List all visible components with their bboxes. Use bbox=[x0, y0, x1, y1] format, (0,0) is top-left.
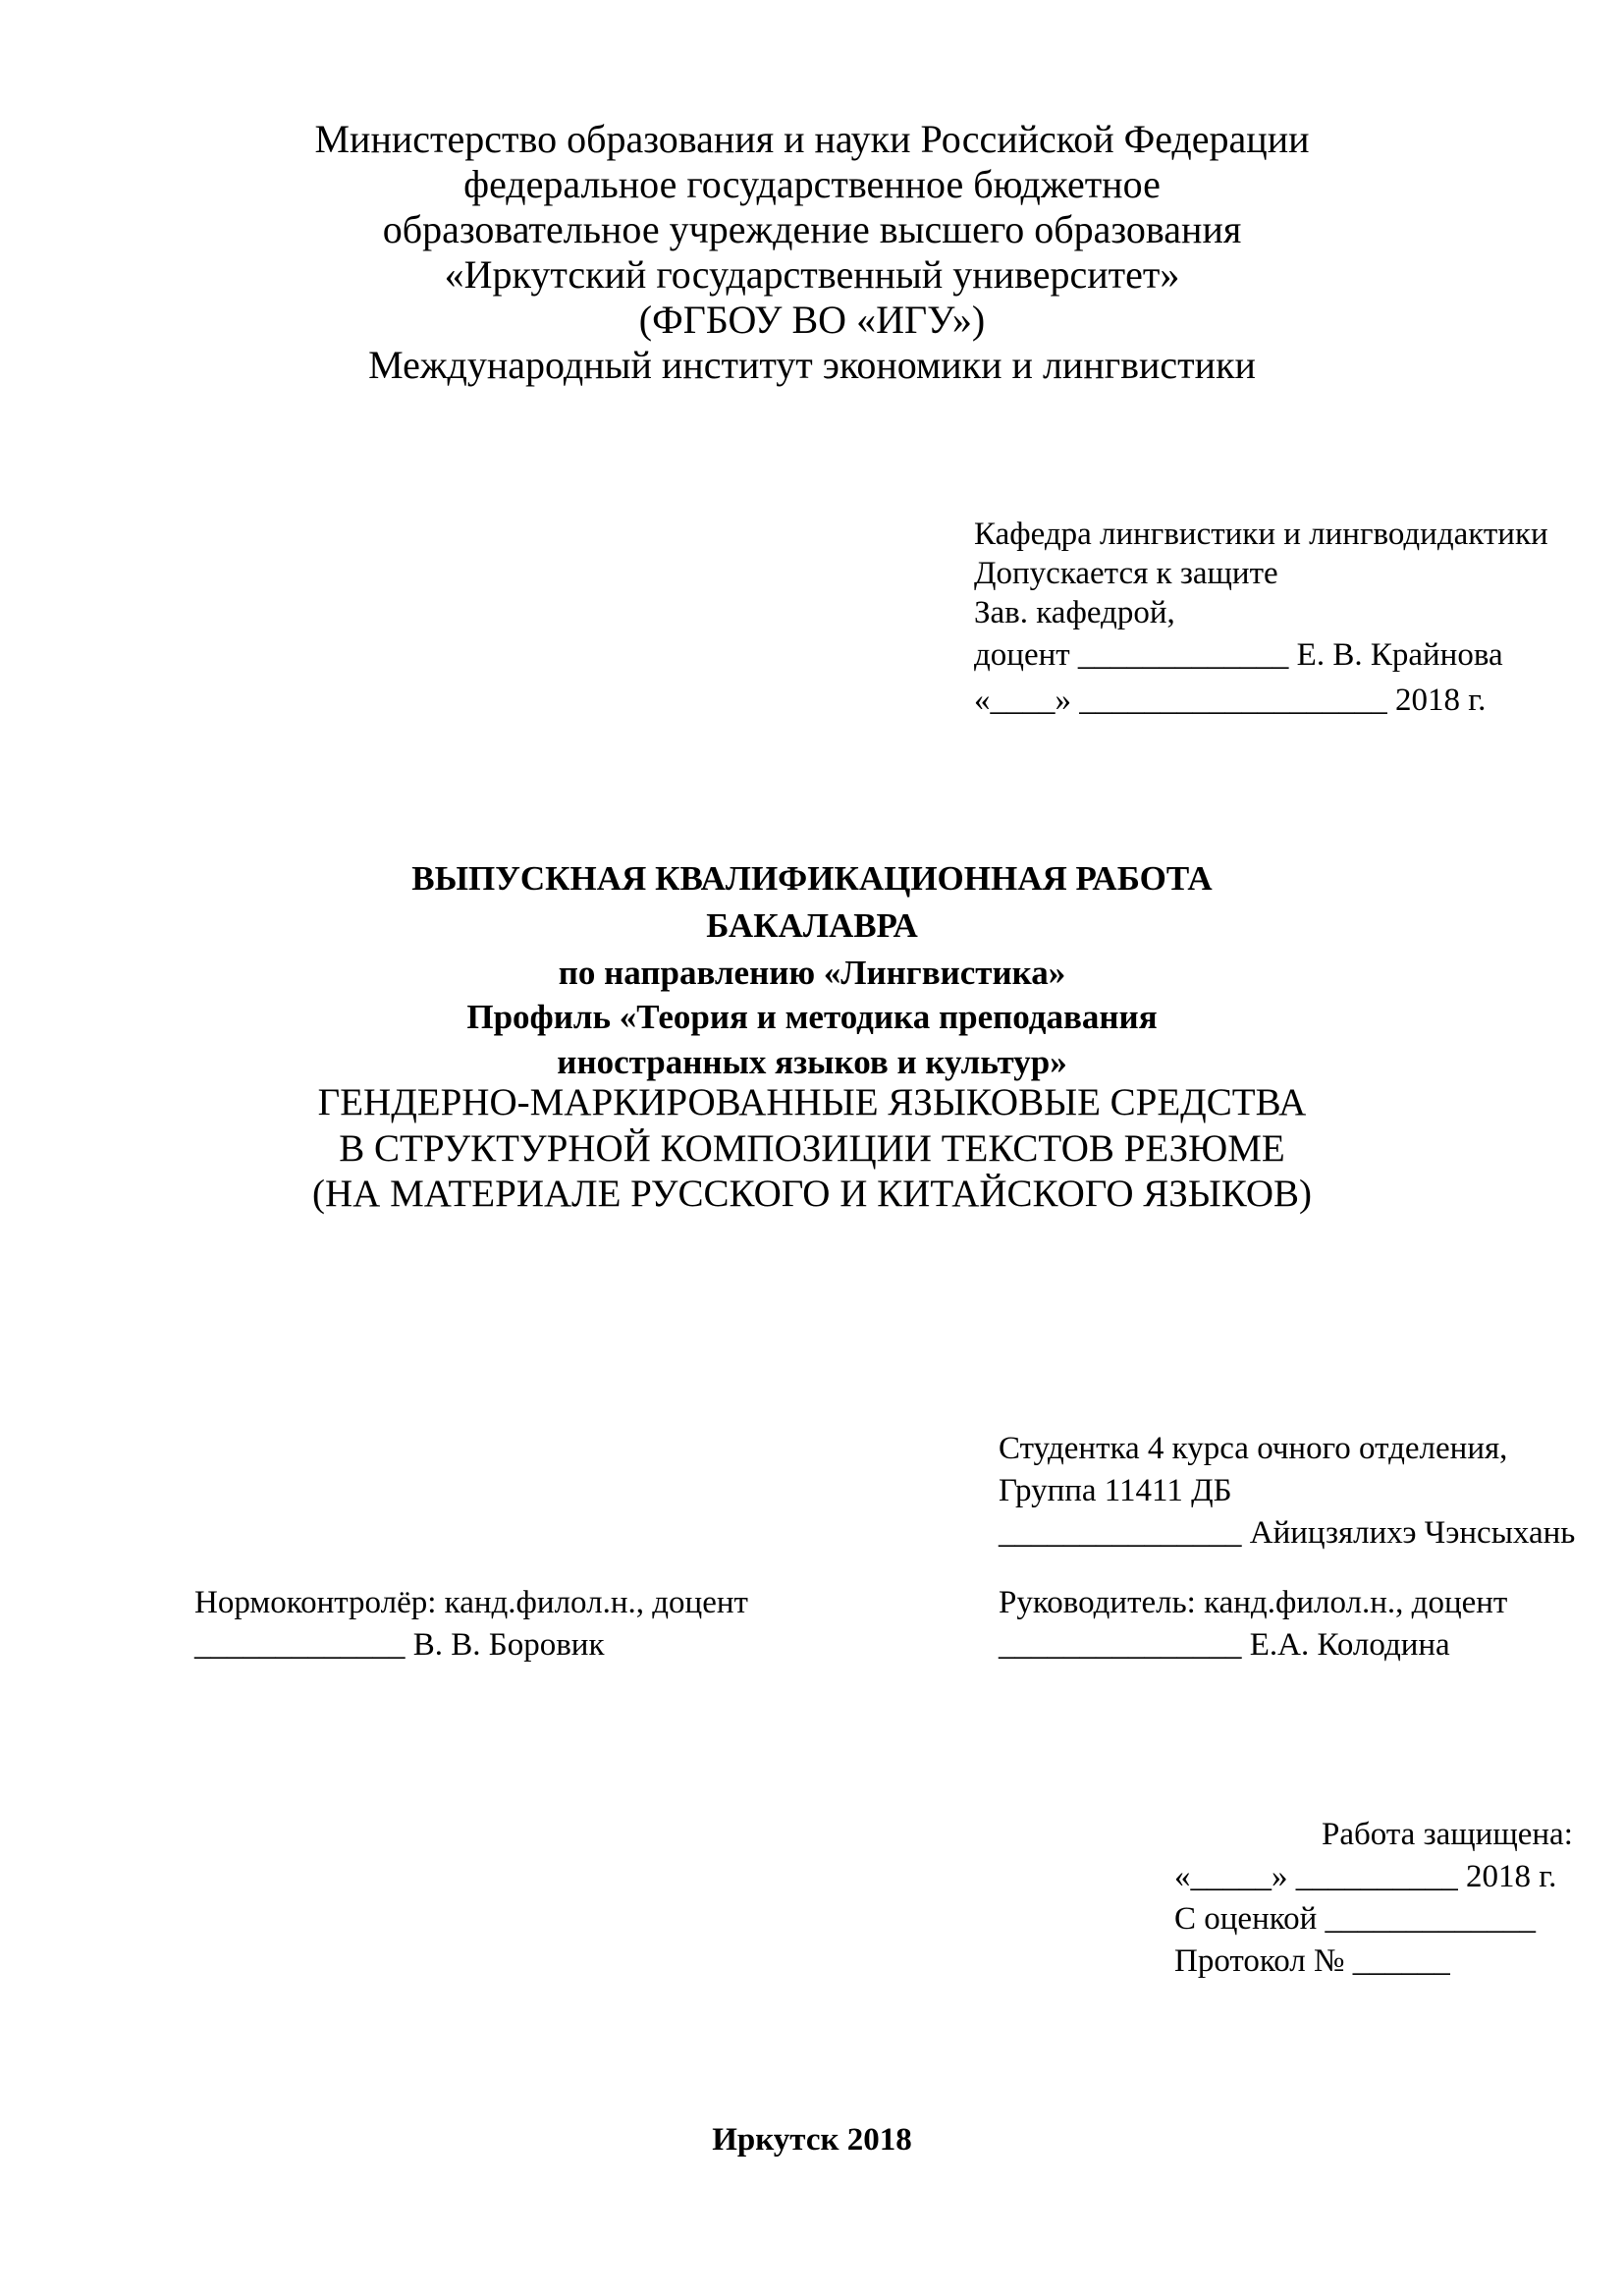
head-signature-line: доцент _____________ Е. В. Крайнова bbox=[974, 637, 1503, 673]
header-fgbu: федеральное государственное бюджетное bbox=[463, 162, 1161, 206]
normcontroller-title: Нормоконтролёр: канд.филол.н., доцент bbox=[194, 1585, 748, 1620]
city-year: Иркутск 2018 bbox=[712, 2122, 912, 2158]
normcontroller-signature-line: _____________ В. В. Боровик bbox=[194, 1627, 605, 1663]
supervisor-signature-line: _______________ Е.А. Колодина bbox=[999, 1627, 1450, 1663]
thesis-topic-line2: В СТРУКТУРНОЙ КОМПОЗИЦИИ ТЕКСТОВ РЕЗЮМЕ bbox=[339, 1127, 1285, 1170]
defense-status: Работа защищена: bbox=[1322, 1817, 1573, 1852]
supervisor-title: Руководитель: канд.филол.н., доцент bbox=[999, 1585, 1508, 1620]
thesis-topic-line1: ГЕНДЕРНО-МАРКИРОВАННЫЕ ЯЗЫКОВЫЕ СРЕДСТВА bbox=[317, 1081, 1307, 1123]
thesis-profile-line1: Профиль «Теория и методика преподавания bbox=[466, 998, 1158, 1036]
defense-date-line: «_____» __________ 2018 г. bbox=[1174, 1859, 1557, 1894]
approval-date-line: «____» ___________________ 2018 г. bbox=[974, 683, 1487, 718]
header-abbreviation: (ФГБОУ ВО «ИГУ») bbox=[638, 298, 986, 342]
defense-grade-line: С оценкой _____________ bbox=[1174, 1901, 1536, 1937]
thesis-topic-line3: (НА МАТЕРИАЛЕ РУССКОГО И КИТАЙСКОГО ЯЗЫКОВ) bbox=[312, 1173, 1312, 1215]
head-title: Зав. кафедрой, bbox=[974, 595, 1175, 630]
student-group: Группа 11411 ДБ bbox=[999, 1473, 1232, 1508]
thesis-profile-line2: иностранных языков и культур» bbox=[557, 1043, 1067, 1081]
defense-protocol-line: Протокол № ______ bbox=[1174, 1943, 1450, 1979]
header-university: «Иркутский государственный университет» bbox=[444, 252, 1180, 297]
thesis-type: ВЫПУСКНАЯ КВАЛИФИКАЦИОННАЯ РАБОТА bbox=[411, 859, 1213, 898]
department-name: Кафедра лингвистики и лингводидактики bbox=[974, 517, 1548, 552]
header-institute: Международный институт экономики и лингвистики bbox=[368, 343, 1256, 387]
admission-label: Допускается к защите bbox=[974, 556, 1278, 591]
thesis-direction: по направлению «Лингвистика» bbox=[558, 954, 1066, 992]
thesis-degree: БАКАЛАВРА bbox=[706, 906, 918, 945]
header-ministry: Министерство образования и науки Российской Федерации bbox=[314, 117, 1310, 161]
student-signature-line: _______________ Айицзялихэ Чэнсыхань bbox=[999, 1515, 1576, 1551]
student-course: Студентка 4 курса очного отделения, bbox=[999, 1431, 1508, 1466]
header-education-institution: образовательное учреждение высшего образования bbox=[382, 207, 1242, 251]
